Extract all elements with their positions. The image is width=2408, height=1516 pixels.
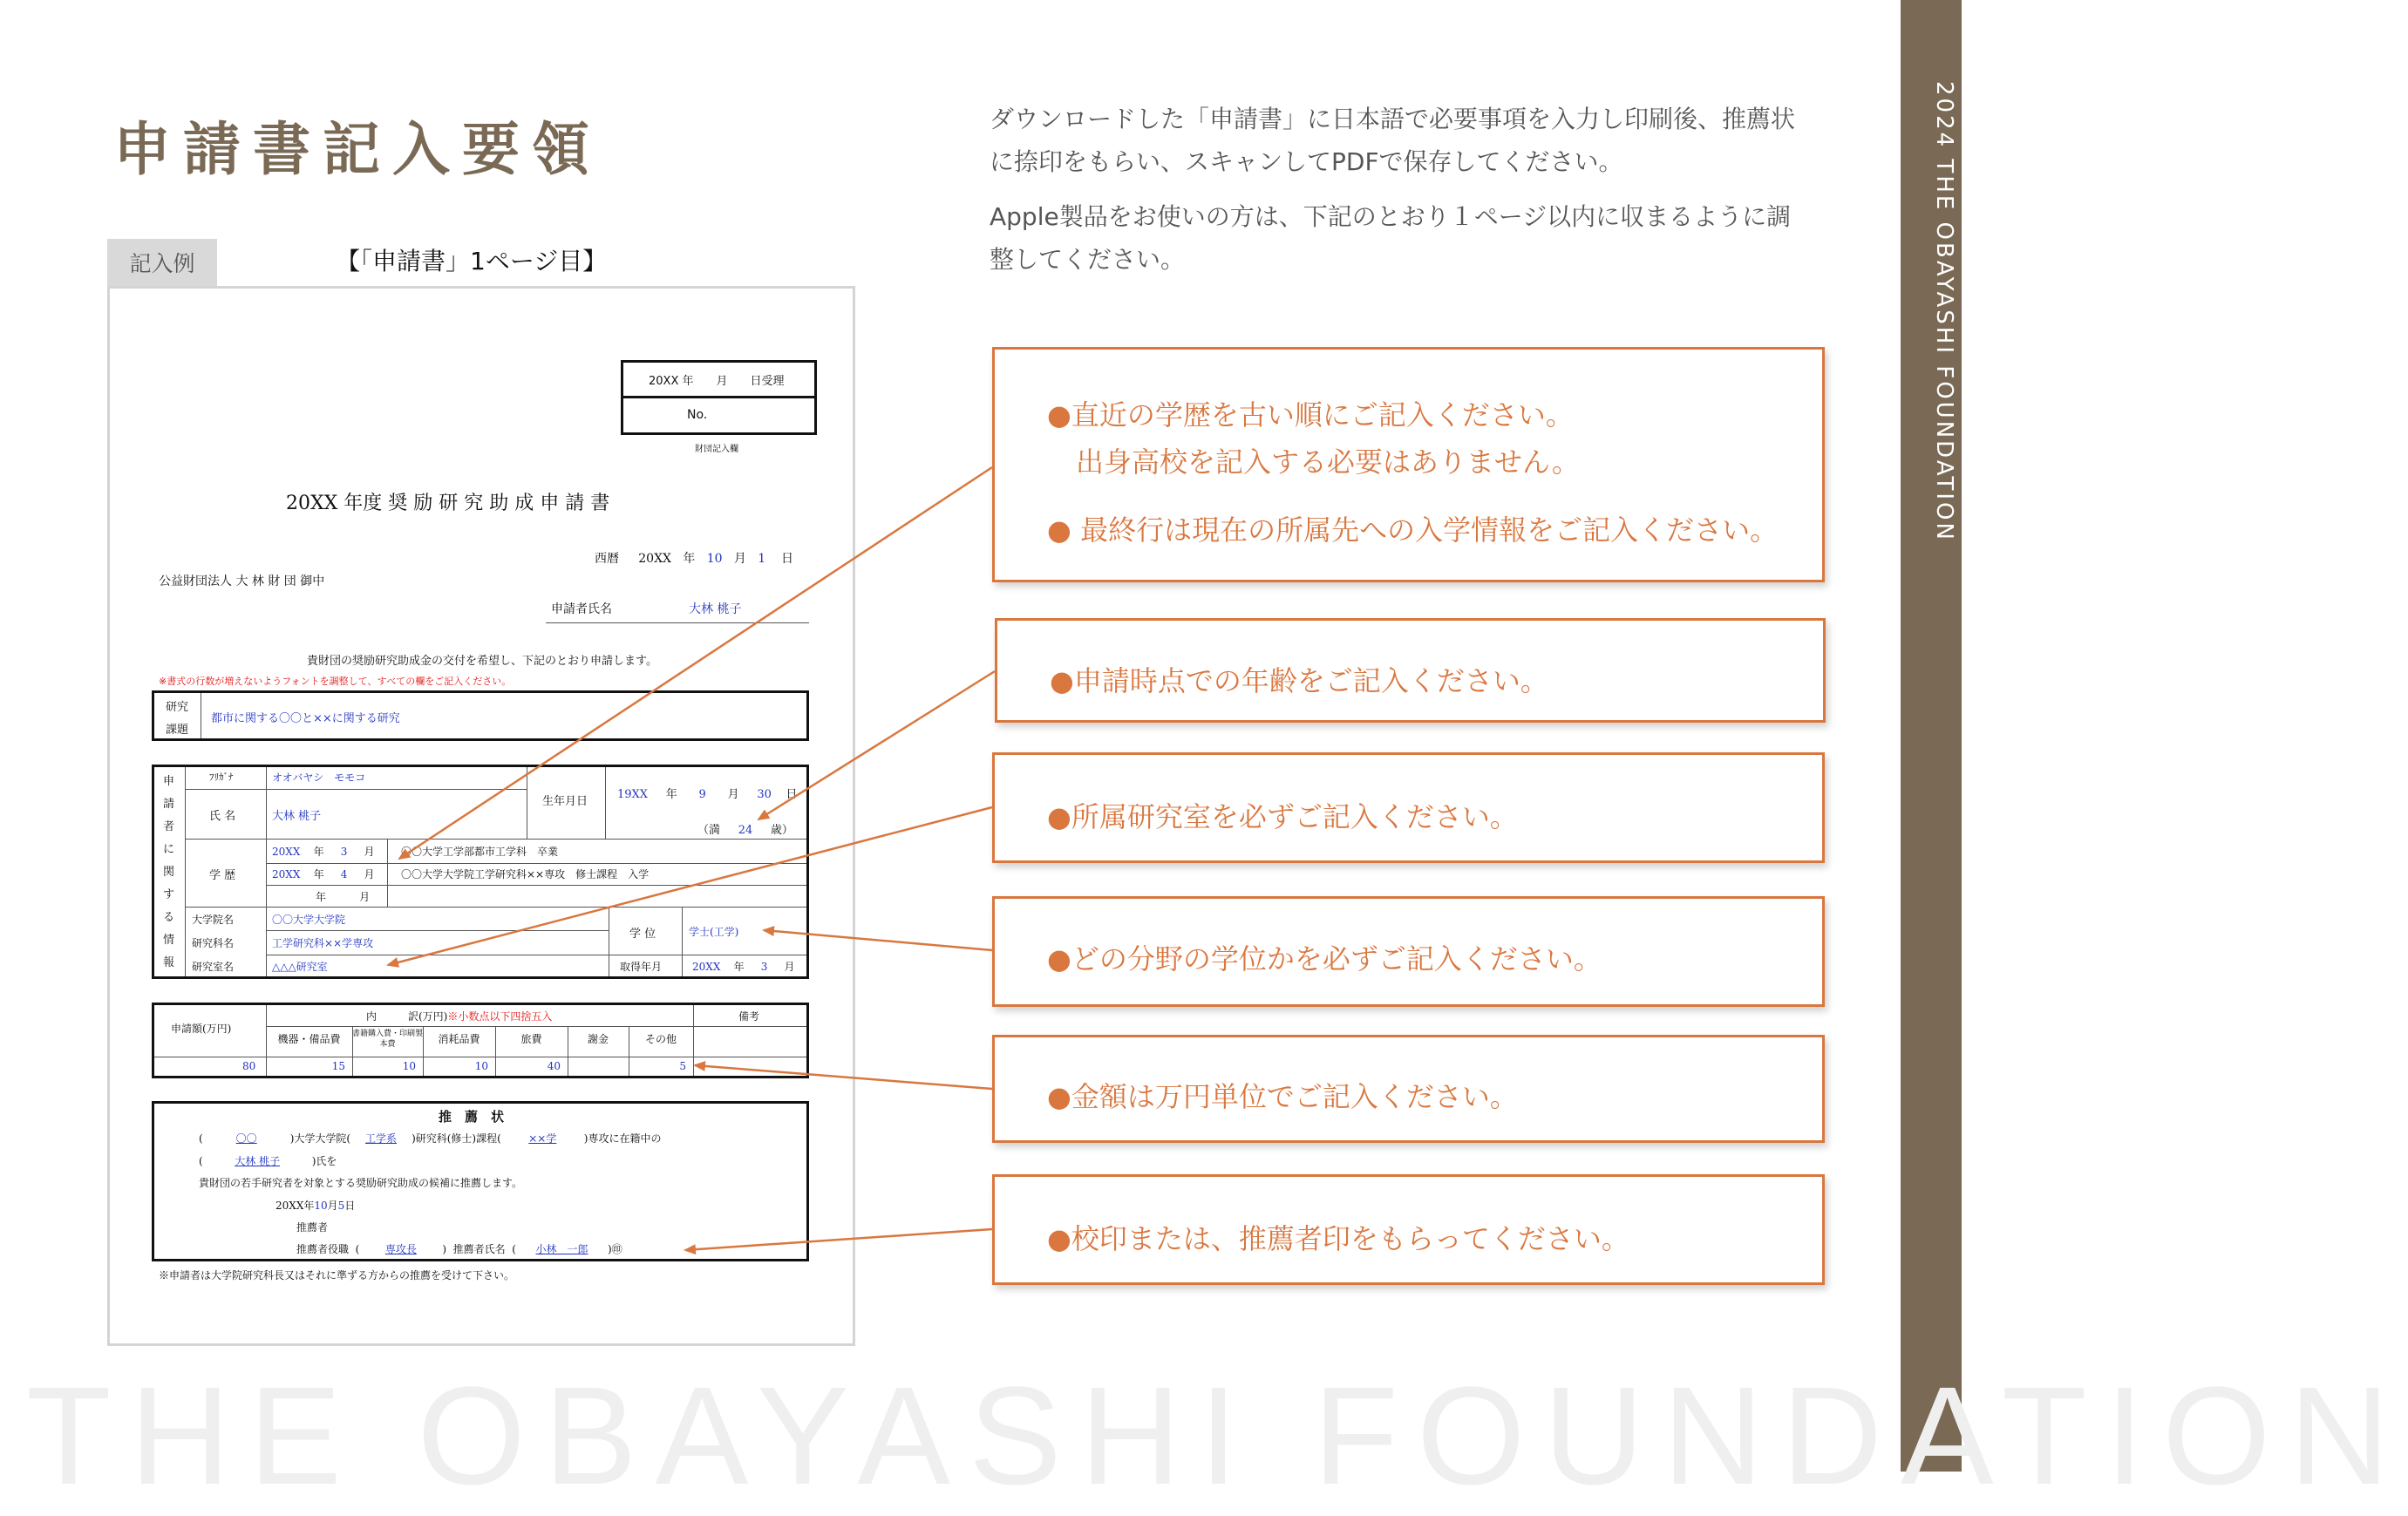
callout-seal-text: ●校印または、推薦者印をもらってください。 xyxy=(1047,1222,1629,1255)
info-side-char: 情 xyxy=(163,934,175,947)
position-value: 専攻長 xyxy=(384,1243,417,1255)
research-label-1: 研究 xyxy=(166,701,189,714)
edu1-nen: 年 xyxy=(313,846,324,858)
edu1-year: 20XX xyxy=(272,846,301,858)
arrow-seal xyxy=(685,1229,992,1250)
department-value: 工学研究科××学専攻 xyxy=(272,937,374,949)
edu2-text: 〇〇大学大学院工学研究科××専攻 修士課程 入学 xyxy=(401,868,650,880)
recommendation-line-1: ( 〇〇 )大学大学院( 工学系 )研究科(修士)課程( ××学 )専攻に在籍中の xyxy=(199,1132,662,1145)
remarks-label: 備考 xyxy=(738,1010,760,1023)
acquired-month: 3 xyxy=(760,961,768,973)
edu2-nen: 年 xyxy=(313,868,324,880)
rec-date-nen: 年 xyxy=(303,1200,315,1212)
edu1-text: 〇〇大学工学部都市工学科 卒業 xyxy=(401,846,559,858)
education-label: 学 歴 xyxy=(209,869,236,882)
example-tab: 記入例 xyxy=(107,239,217,286)
grad-school-label: 大学院名 xyxy=(192,914,235,926)
budget-col-value: 10 xyxy=(402,1060,416,1072)
info-side-char: 申 xyxy=(163,775,175,788)
intro-paragraph-1: ダウンロードした「申請書」に日本語で必要事項を入力し印刷後、推薦状に捺印をもらい、スキャンしてPDFで保存してください。 xyxy=(990,105,1796,176)
rec-name-value: 小林 一郎 xyxy=(535,1243,588,1255)
receipt-note: 財団記入欄 xyxy=(695,445,738,454)
info-side-char: る xyxy=(163,911,175,924)
arrow-education xyxy=(399,467,992,859)
budget-col-header: 消耗品費 xyxy=(438,1033,480,1045)
edu2-tsuki: 月 xyxy=(364,868,375,880)
research-label-2: 課題 xyxy=(166,724,189,737)
budget-col-value: 10 xyxy=(474,1060,488,1072)
edu1-month: 3 xyxy=(340,846,348,858)
arrow-age xyxy=(758,671,995,819)
birth-year: 19XX xyxy=(617,788,649,801)
budget-col-header: その他 xyxy=(644,1033,677,1045)
position-label: 推薦者役職 xyxy=(296,1243,350,1255)
age-open: （満 xyxy=(697,824,721,837)
recommendation-body: 貴財団の若手研究者を対象とする奨励研究助成の候補に推薦します。 xyxy=(199,1177,523,1189)
lab-value: △△△研究室 xyxy=(272,961,328,973)
edu2-month: 4 xyxy=(340,868,348,880)
lab-label: 研究室名 xyxy=(192,961,235,973)
amount-label: 申請額(万円) xyxy=(171,1023,232,1035)
budget-col-value: 5 xyxy=(679,1060,686,1072)
rec-name-label: 推薦者氏名 xyxy=(452,1243,506,1255)
breakdown-note: ※小数点以下四捨五入 xyxy=(447,1010,553,1023)
info-side-char: 者 xyxy=(163,820,175,833)
breakdown-label: 内 訳(万円) xyxy=(366,1010,448,1023)
rec-date-year: 20XX xyxy=(275,1200,304,1212)
recommender-line: 推薦者役職 ( 専攻長 ) 推薦者氏名 ( 小林 一郎 )㊞ xyxy=(296,1243,622,1255)
rec-major-suffix: )専攻に在籍中の xyxy=(583,1132,662,1145)
receipt-date: 20XX 年 月 日受理 xyxy=(649,375,785,388)
rec-student: 大林 桃子 xyxy=(235,1155,281,1167)
department-label: 研究科名 xyxy=(192,937,235,949)
callout-degree-text: ●どの分野の学位かを必ずご記入ください。 xyxy=(1047,942,1602,976)
footnote: ※申請者は大学院研究科長又はそれに準ずる方からの推薦を受けて下さい。 xyxy=(159,1269,515,1281)
edu2-year: 20XX xyxy=(272,868,301,880)
form-title: 20XX 年度 奨 励 研 究 助 成 申 請 書 xyxy=(286,493,610,514)
budget-col-header: 機器・備品費 xyxy=(277,1033,341,1045)
name-value: 大林 桃子 xyxy=(272,810,322,823)
applicant-name: 大林 桃子 xyxy=(689,602,742,616)
budget-total: 80 xyxy=(242,1060,256,1072)
research-title: 都市に関する〇〇と××に関する研究 xyxy=(211,712,400,725)
acquired-label: 取得年月 xyxy=(620,961,663,973)
budget-col-header: 旅費 xyxy=(520,1033,542,1045)
date-day: 1 xyxy=(758,552,766,566)
rec-student-suffix: )氏を xyxy=(311,1155,337,1167)
arrow-amount xyxy=(695,1065,992,1089)
recommendation-line-2: ( 大林 桃子 )氏を xyxy=(199,1155,337,1167)
furigana-value: オオバヤシ モモコ xyxy=(272,772,366,784)
age-close: 歳） xyxy=(770,824,793,837)
callout-lab-text: ●所属研究室を必ずご記入ください。 xyxy=(1047,800,1518,833)
date-nen: 年 xyxy=(683,552,696,566)
acquired-year: 20XX xyxy=(692,961,721,973)
page-title: 申請書記入要領 xyxy=(113,116,602,183)
rec-date-hi: 日 xyxy=(344,1200,356,1212)
warning-text: ※書式の行数が増えないようフォントを調整して、すべての欄をご記入ください。 xyxy=(159,676,512,687)
example-caption: 【「申請書」1ページ目】 xyxy=(336,247,608,275)
receipt-no: No. xyxy=(687,408,708,422)
rec-date-tsuki: 月 xyxy=(327,1200,338,1212)
date-tsuki: 月 xyxy=(733,552,746,566)
addressee: 公益財団法人 大 林 財 団 御中 xyxy=(159,574,325,588)
info-side-char: に xyxy=(163,843,175,856)
info-side-char: 報 xyxy=(163,956,175,969)
recommender-label: 推薦者 xyxy=(296,1221,329,1234)
arrow-degree xyxy=(764,930,992,950)
edu3-nen: 年 xyxy=(316,891,327,903)
birth-label: 生年月日 xyxy=(542,795,588,808)
rec-major: ××学 xyxy=(528,1132,557,1145)
date-hi: 日 xyxy=(781,552,794,566)
furigana-label: ﾌﾘｶﾞﾅ xyxy=(209,772,234,783)
budget-col-header: 書籍購入費・印刷製本費 xyxy=(352,1030,424,1049)
callout-education-line-2: 出身高校を記入する必要はありません。 xyxy=(1076,445,1580,479)
date-month: 10 xyxy=(706,552,723,566)
rec-univ-suffix: )大学大学院( xyxy=(289,1132,351,1145)
budget-col-value: 15 xyxy=(331,1060,345,1072)
birth-tsuki: 月 xyxy=(727,788,739,801)
edu1-tsuki: 月 xyxy=(364,846,375,858)
callout-age-text: ●申請時点での年齢をご記入ください。 xyxy=(1050,664,1548,697)
rec-date-day: 5 xyxy=(337,1200,345,1212)
rec-faculty-suffix: )研究科(修士)課程( xyxy=(412,1132,501,1145)
info-side-char: す xyxy=(163,888,175,901)
age-value: 24 xyxy=(738,824,753,837)
acquired-nen: 年 xyxy=(733,961,745,973)
degree-label: 学 位 xyxy=(629,928,656,941)
birth-hi: 日 xyxy=(786,788,798,801)
callout-education-line-1: ●直近の学歴を古い順にご記入ください。 xyxy=(1047,398,1574,432)
info-side-char: 関 xyxy=(163,866,175,879)
applicant-label: 申請者氏名 xyxy=(551,602,612,616)
callout-education-line-3: ● 最終行は現在の所属先への入学情報をご記入ください。 xyxy=(1047,513,1779,547)
callout-amount-text: ●金額は万円単位でご記入ください。 xyxy=(1047,1080,1518,1113)
rec-faculty: 工学系 xyxy=(365,1132,398,1145)
recommendation-title: 推 薦 状 xyxy=(439,1109,505,1125)
intro-paragraph-2: Apple製品をお使いの方は、下記のとおり１ページ以内に収まるように調整してください。 xyxy=(990,202,1792,274)
info-side-char: 請 xyxy=(163,798,175,811)
birth-day: 30 xyxy=(757,788,772,801)
date-year: 20XX xyxy=(638,552,672,566)
budget-col-header: 謝金 xyxy=(587,1033,609,1045)
degree-value: 学士(工学) xyxy=(689,926,739,938)
rec-date-month: 10 xyxy=(314,1200,328,1212)
side-label: 2024 THE OBAYASHI FOUNDATION xyxy=(1931,81,1957,542)
birth-nen: 年 xyxy=(665,788,677,801)
watermark: THE OBAYASHI FOUNDATION xyxy=(26,1357,2408,1513)
acquired-tsuki: 月 xyxy=(784,961,795,973)
seal: ㊞ xyxy=(611,1243,622,1255)
request-text: 貴財団の奨励研究助成金の交付を希望し、下記のとおり申請します。 xyxy=(307,655,657,668)
budget-col-value: 40 xyxy=(547,1060,561,1072)
grad-school-value: 〇〇大学大学院 xyxy=(272,914,346,926)
name-label: 氏 名 xyxy=(209,810,236,823)
birth-month: 9 xyxy=(698,788,706,801)
rec-university: 〇〇 xyxy=(235,1132,257,1145)
date-label: 西暦 xyxy=(595,552,619,566)
edu3-tsuki: 月 xyxy=(359,891,371,903)
